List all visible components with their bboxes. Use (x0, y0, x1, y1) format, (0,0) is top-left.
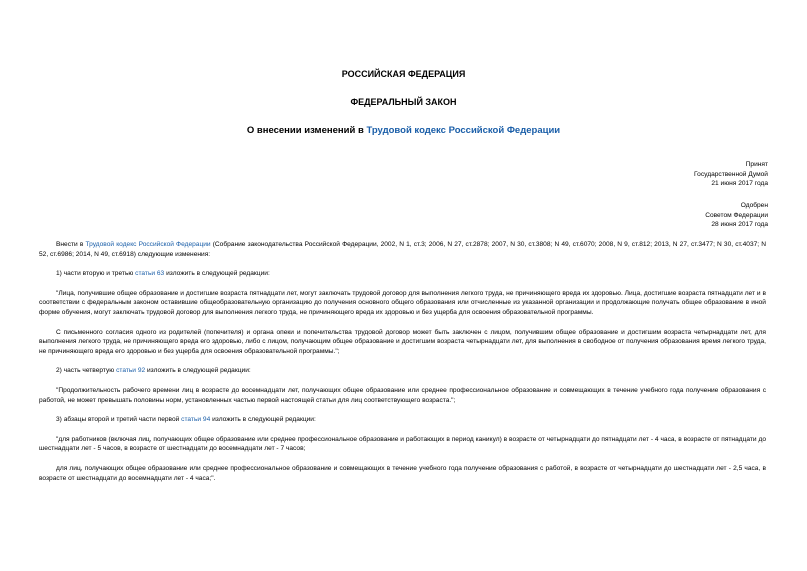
item-2-prefix: 2) часть четвертую (56, 367, 117, 375)
item-2-paragraph (39, 366, 766, 376)
item-3-paragraph (39, 415, 766, 425)
item-3-quote-2: для лиц, получающих общее образование или среднее профессиональное образование и совмещающих в течение учебного года получение образования с работой, в возрасте от четырнадцати до шестнадцати лет - 2,5 часа, в возрасте от шестнадцати до восемнадцати лет - 4 часа;". (39, 464, 766, 482)
approved-date: 28 июня 2017 года (711, 221, 768, 229)
item-1-quote-2: С письменного согласия одного из родителей (попечителя) и органа опеки и попечительства трудовой договор может быть заключен с лицом, получившим общее образование и достигшим возраста четырнадцати лет, для выполнения легкого труда, не причиняющего вреда его здоровью, либо с лицом, получающим общее образование и достигшим возраста четырнадцати лет, для выполнения в свободное от получения образования время легкого труда, не причиняющего вреда его здоровью и без ущерба для освоения образовательной программы."; (39, 328, 766, 355)
accepted-date: 21 июня 2017 года (711, 180, 768, 188)
country-heading: РОССИЙСКАЯ ФЕДЕРАЦИЯ (341, 69, 466, 79)
item-1-suffix: изложить в следующей редакции: (164, 270, 270, 278)
preamble-paragraph (39, 240, 766, 259)
subject-prefix: О внесении изменений в (246, 125, 367, 136)
law-subject-heading (0, 125, 807, 136)
adoption-approved-block (568, 201, 768, 230)
accepted-by: Государственной Думой (694, 170, 768, 178)
article-94-link[interactable]: статьи 94 (181, 416, 211, 424)
law-body (39, 240, 766, 483)
approved-label: Одобрен (740, 202, 768, 209)
doc-type-heading: ФЕДЕРАЛЬНЫЙ ЗАКОН (350, 97, 457, 107)
item-3-prefix: 3) абзацы второй и третий части первой (56, 416, 182, 424)
article-63-link[interactable]: статьи 63 (135, 270, 165, 278)
item-3-suffix: изложить в следующей редакции: (210, 416, 316, 424)
labor-code-link[interactable]: Трудовой кодекс Российской Федерации (366, 125, 561, 136)
item-1-quote-1: "Лица, получившие общее образование и достигшие возраста пятнадцати лет, могут заключать трудовой договор для выполнения легкого труда, не причиняющего вреда их здоровью. Лица, достигшие возраста пятнадцати лет и в соответствии с федеральным законом оставившие общеобразовательную организацию до получения основного общего образования или отчисленные из указанной организации и продолжающие получать общее образование в иной форме обучения, могут заключать трудовой договор для выполнения легкого труда, не причиняющего вреда их здоровью и без ущерба для освоения образовательной программы. (39, 289, 766, 316)
preamble-prefix: Внести в (56, 241, 86, 248)
preamble-text: (Собрание законодательства Российской Федерации, 2002, N 1, ст.3; 2006, N 27, ст.2878; 2007, N 30, ст.3808; N 49, ст.6070; 2008, N 9, ст.812; 2013, N 27, ст.3477; N 30, ст.4037; N 52, ст.6986; 2014, N 49, ст.6918) следующие изменения: (39, 241, 767, 258)
accepted-label: Принят (745, 161, 768, 168)
item-2-suffix: изложить в следующей редакции: (145, 367, 251, 375)
item-1-prefix: 1) части вторую и третью (56, 270, 136, 278)
adoption-accepted-block (568, 160, 768, 189)
item-3-quote-1: "для работников (включая лиц, получающих общее образование или среднее профессиональное образование и работающих в период каникул) в возрасте от четырнадцати до пятнадцати лет - 4 часа, в возрасте от пятнадцати до шестнадцати лет - 5 часов, в возрасте от шестнадцати до восемнадцати лет - 7 часов; (39, 435, 766, 453)
preamble-code-link[interactable]: Трудовой кодекс Российской Федерации (85, 241, 211, 248)
item-2-quote: "Продолжительность рабочего времени лиц в возрасте до восемнадцати лет, получающих общее образование или среднее профессиональное образование и совмещающих в течение учебного года получение образования с работой, не может превышать половины норм, установленных частью первой настоящей статьи для лиц соответствующего возраста."; (39, 386, 766, 404)
approved-by: Советом Федерации (705, 211, 768, 219)
item-1-paragraph (39, 269, 766, 279)
article-92-link[interactable]: статьи 92 (116, 367, 146, 375)
